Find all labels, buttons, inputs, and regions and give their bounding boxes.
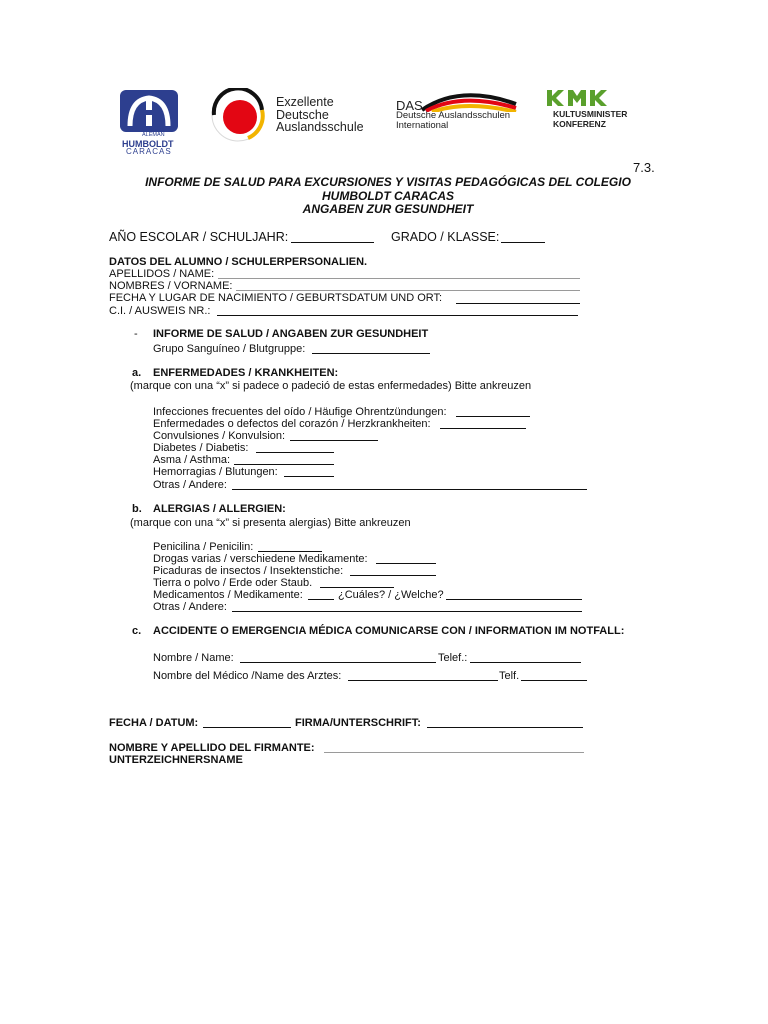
date-field[interactable]: [203, 727, 291, 728]
disease-hemorrhage-field[interactable]: [284, 476, 334, 477]
allergy-other: Otras / Andere:: [153, 601, 227, 613]
allergy-medication-field[interactable]: [308, 599, 334, 600]
doctor-phone-field[interactable]: [521, 680, 587, 681]
disease-other-field[interactable]: [232, 489, 587, 490]
allergies-instruction: (marque con una “x” si presenta alergias) Bitte ankreuzen: [130, 517, 411, 529]
allergy-drugs-field[interactable]: [376, 563, 436, 564]
disease-ear: Infecciones frecuentes del oído / Häufige Ohrentzündungen:: [153, 406, 447, 418]
signature-field[interactable]: [427, 727, 583, 728]
humboldt-aleman: ALEMÁN: [142, 131, 165, 138]
disease-convulsion: Convulsiones / Konvulsion:: [153, 430, 286, 442]
exzellente-logo: [208, 88, 268, 142]
blood-field[interactable]: [312, 353, 430, 354]
contact-phone-label: Telef.:: [438, 652, 468, 664]
allergies-letter: b.: [132, 503, 142, 515]
grade-label: GRADO / KLASSE:: [391, 230, 500, 244]
doc-number: 7.3.: [633, 160, 655, 175]
disease-ear-field[interactable]: [456, 416, 530, 417]
disease-diabetes: Diabetes / Diabetis:: [153, 442, 249, 454]
grade-field[interactable]: [501, 242, 545, 243]
disease-convulsion-field[interactable]: [290, 440, 378, 441]
humboldt-logo: [120, 90, 178, 156]
id-label: C.I. / AUSWEIS NR.:: [109, 305, 211, 317]
allergy-which-label: ¿Cuáles? / ¿Welche?: [338, 589, 444, 601]
doc-title: [108, 176, 668, 217]
birth-label: FECHA Y LUGAR DE NACIMIENTO / GEBURTSDATUM UND ORT:: [109, 292, 443, 304]
disease-other: Otras / Andere:: [153, 479, 227, 491]
allergy-other-field[interactable]: [232, 611, 582, 612]
title-line-3: ANGABEN ZUR GESUNDHEIT: [302, 202, 474, 216]
diseases-letter: a.: [132, 367, 142, 379]
doctor-name-field[interactable]: [348, 680, 498, 681]
allergy-penicillin: Penicilina / Penicilin:: [153, 541, 254, 553]
disease-heart-field[interactable]: [440, 428, 526, 429]
allergies-header: ALERGIAS / ALLERGIEN:: [153, 503, 286, 515]
student-header: DATOS DEL ALUMNO / SCHULERPERSONALIEN.: [109, 256, 368, 268]
contact-phone-field[interactable]: [470, 662, 581, 663]
doctor-name-label: Nombre del Médico /Name des Arztes:: [153, 670, 342, 682]
signature-label: FIRMA/UNTERSCHRIFT:: [295, 717, 421, 729]
disease-heart: Enfermedades o defectos del corazón / Herzkrankheiten:: [153, 418, 431, 430]
allergy-penicillin-field[interactable]: [258, 551, 322, 552]
doctor-phone-label: Telf.: [499, 670, 520, 682]
allergy-which-field[interactable]: [446, 599, 582, 600]
surname-label: APELLIDOS / NAME:: [109, 268, 215, 280]
emergency-letter: c.: [132, 625, 142, 637]
das-sub-2: International: [396, 120, 449, 131]
exzellente-line-2: Deutsche: [276, 107, 329, 122]
diseases-instruction: (marque con una “x” si padece o padeció de estas enfermedades) Bitte ankreuzen: [130, 380, 532, 392]
contact-name-label: Nombre / Name:: [153, 652, 234, 664]
humboldt-colegio: COLEGIO: [142, 126, 168, 132]
allergy-insects: Picaduras de insectos / Insektenstiche:: [153, 565, 344, 577]
firstname-label: NOMBRES / VORNAME:: [109, 280, 233, 292]
health-header: INFORME DE SALUD / ANGABEN ZUR GESUNDHEIT: [153, 328, 429, 340]
kmk-line-2: KONFERENZ: [553, 118, 606, 129]
blood-label: Grupo Sanguíneo / Blutgruppe:: [153, 343, 306, 355]
firstname-field[interactable]: [236, 290, 580, 291]
signer-label-de: UNTERZEICHNERSNAME: [109, 754, 243, 766]
allergy-medication: Medicamentos / Medikamente:: [153, 589, 303, 601]
allergy-drugs: Drogas varias / verschiedene Medikamente:: [153, 553, 368, 565]
signer-label: NOMBRE Y APELLIDO DEL FIRMANTE:: [109, 742, 315, 754]
birth-field[interactable]: [456, 303, 580, 304]
humboldt-name: HUMBOLDT: [122, 139, 174, 149]
allergy-dust-field[interactable]: [320, 587, 394, 588]
disease-asthma: Asma / Asthma:: [153, 454, 231, 466]
contact-name-field[interactable]: [240, 662, 436, 663]
exzellente-line-3: Auslandsschule: [276, 120, 364, 134]
title-line-2: HUMBOLDT CARACAS: [322, 188, 454, 203]
das-mark: DAS: [396, 98, 423, 113]
disease-hemorrhage: Hemorragias / Blutungen:: [153, 466, 278, 478]
das-sub-1: Deutsche Auslandsschulen: [396, 110, 511, 121]
id-field[interactable]: [217, 315, 578, 316]
school-year-field[interactable]: [291, 242, 374, 243]
diseases-header: ENFERMEDADES / KRANKHEITEN:: [153, 367, 339, 379]
title-line-1: INFORME DE SALUD PARA EXCURSIONES Y VISITAS PEDAGÓGICAS DEL COLEGIO: [145, 175, 631, 189]
signer-field[interactable]: [324, 752, 584, 753]
health-bullet: -: [134, 328, 138, 340]
allergy-insects-field[interactable]: [350, 575, 436, 576]
emergency-header: ACCIDENTE O EMERGENCIA MÉDICA COMUNICARSE CON / INFORMATION IM NOTFALL:: [153, 625, 625, 637]
school-year-label: AÑO ESCOLAR / SCHULJAHR:: [109, 230, 289, 244]
disease-asthma-field[interactable]: [234, 464, 334, 465]
surname-field[interactable]: [218, 278, 580, 279]
allergy-dust: Tierra o polvo / Erde oder Staub.: [153, 577, 313, 589]
exzellente-line-1: Exzellente: [276, 95, 334, 109]
humboldt-city: CARACAS: [126, 147, 172, 156]
kmk-line-1: KULTUSMINISTER: [553, 109, 628, 119]
date-label: FECHA / DATUM:: [109, 717, 199, 729]
disease-diabetes-field[interactable]: [256, 452, 334, 453]
